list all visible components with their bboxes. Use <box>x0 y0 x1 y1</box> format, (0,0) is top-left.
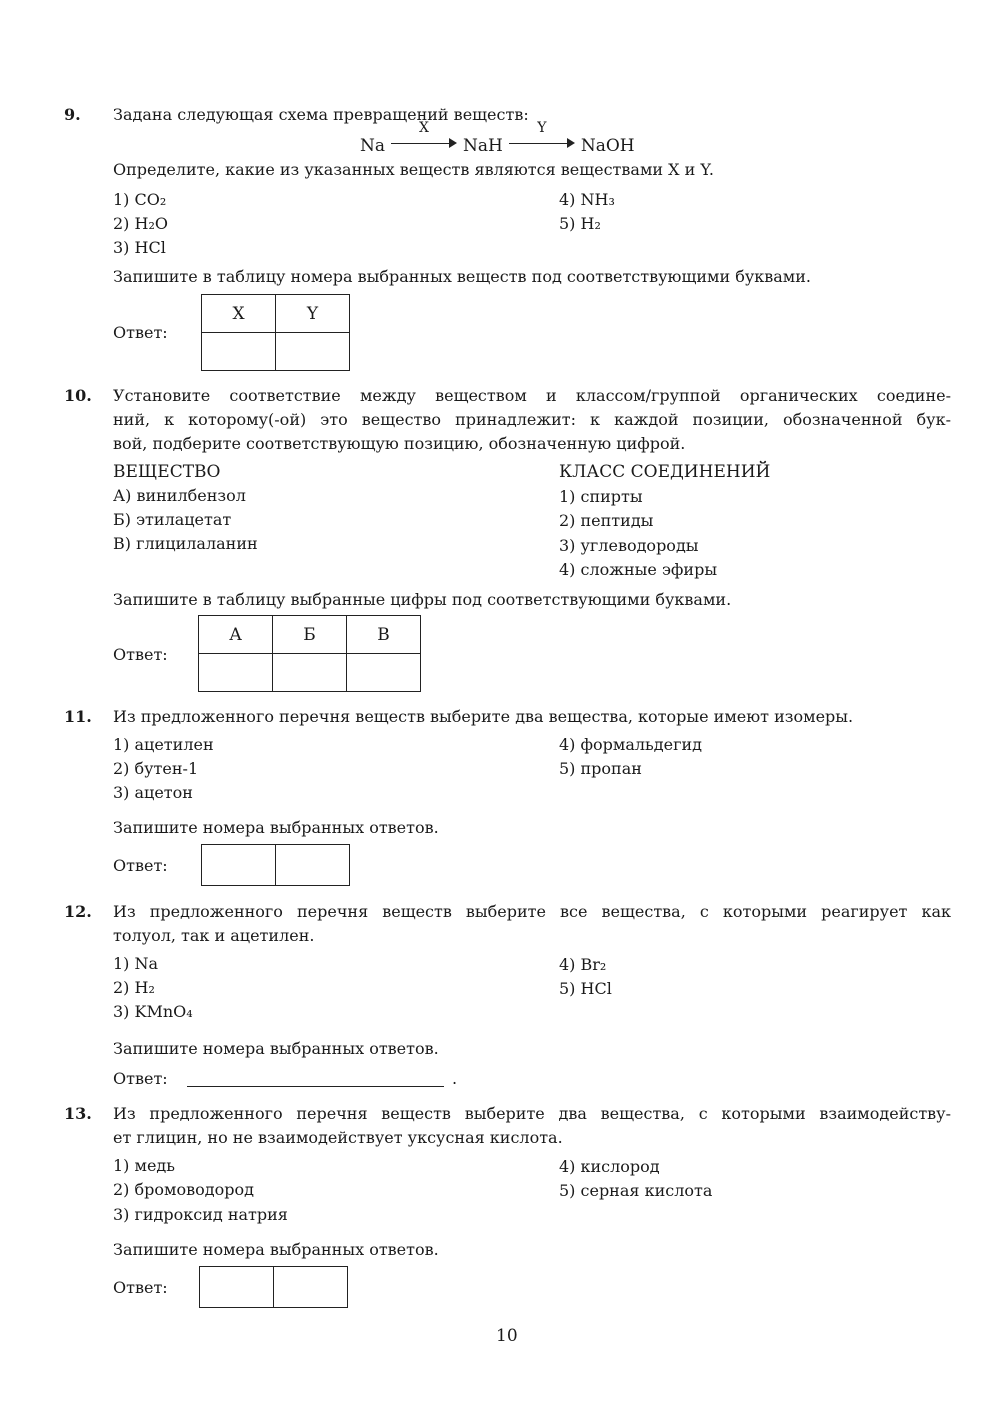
q12-answer-period: . <box>452 1069 458 1088</box>
q11-option-2: 2) бутен-1 <box>113 759 199 778</box>
q10-text-line-1: Установите соответствие между веществом и классом/группой органических соедине- <box>113 386 951 405</box>
q10-text-line-2: ний, к которому(-ой) это вещество принадлежит: к каждой позиции, обозначенной бук- <box>113 410 951 429</box>
q9-answer-table <box>201 294 350 371</box>
q13-answer-table <box>199 1266 348 1308</box>
q9-answer-cell-x[interactable] <box>202 333 276 371</box>
scheme-na: Na <box>360 136 386 156</box>
arrow-x-icon: X <box>391 131 457 151</box>
q10-item-b: Б) этилацетат <box>113 510 232 529</box>
q9-option-5: 5) H₂ <box>559 214 601 233</box>
q10-item-a: А) винилбензол <box>113 486 246 505</box>
q10-item-v: В) глицилаланин <box>113 534 258 553</box>
q10-answer-label: Ответ: <box>113 645 168 664</box>
q10-number: 10. <box>64 386 92 405</box>
q13-instruction: Запишите номера выбранных ответов. <box>113 1240 439 1259</box>
q10-header-v: В <box>347 616 421 654</box>
q13-number: 13. <box>64 1104 92 1123</box>
q12-option-2: 2) H₂ <box>113 978 155 997</box>
q13-option-5: 5) серная кислота <box>559 1181 713 1200</box>
q9-scheme <box>360 120 635 156</box>
q13-answer-cell-1[interactable] <box>200 1267 274 1308</box>
q10-text-line-3: вой, подберите соответствующую позицию, обозначенную цифрой. <box>113 434 686 453</box>
q13-option-2: 2) бромоводород <box>113 1180 254 1199</box>
q10-answer-cell-a[interactable] <box>199 654 273 692</box>
q13-option-1: 1) медь <box>113 1156 175 1175</box>
q10-class-3: 3) углеводороды <box>559 536 699 555</box>
q12-number: 12. <box>64 902 92 921</box>
q12-text-line-2: толуол, так и ацетилен. <box>113 926 315 945</box>
q10-left-header: ВЕЩЕСТВО <box>113 462 221 482</box>
q12-option-1: 1) Na <box>113 954 159 973</box>
q9-instruction: Запишите в таблицу номера выбранных веществ под соответствующими буквами. <box>113 267 811 286</box>
q11-answer-table <box>201 844 350 886</box>
q10-class-2: 2) пептиды <box>559 511 654 530</box>
page-number: 10 <box>496 1326 518 1346</box>
q11-instruction: Запишите номера выбранных ответов. <box>113 818 439 837</box>
q9-number: 9. <box>64 105 81 124</box>
q12-instruction: Запишите номера выбранных ответов. <box>113 1039 439 1058</box>
q10-header-a: А <box>199 616 273 654</box>
q11-option-1: 1) ацетилен <box>113 735 214 754</box>
q10-instruction: Запишите в таблицу выбранные цифры под соответствующими буквами. <box>113 590 732 609</box>
q9-option-4: 4) NH₃ <box>559 190 615 209</box>
q12-option-3: 3) KMnO₄ <box>113 1002 193 1021</box>
q9-option-3: 3) HCl <box>113 238 166 257</box>
q11-answer-cell-1[interactable] <box>202 845 276 886</box>
q11-option-5: 5) пропан <box>559 759 642 778</box>
q13-answer-label: Ответ: <box>113 1278 168 1297</box>
q10-header-b: Б <box>273 616 347 654</box>
q11-option-3: 3) ацетон <box>113 783 193 802</box>
q9-question: Определите, какие из указанных веществ являются веществами X и Y. <box>113 160 714 179</box>
q9-answer-label: Ответ: <box>113 323 168 342</box>
q10-answer-cell-v[interactable] <box>347 654 421 692</box>
q10-class-1: 1) спирты <box>559 487 643 506</box>
q12-text-line-1: Из предложенного перечня веществ выберите все вещества, с которыми реагирует как <box>113 902 951 921</box>
q11-number: 11. <box>64 707 92 726</box>
q11-answer-label: Ответ: <box>113 856 168 875</box>
q13-text-line-1: Из предложенного перечня веществ выберите два вещества, с которыми взаимодейству- <box>113 1104 951 1123</box>
q10-right-header: КЛАСС СОЕДИНЕНИЙ <box>559 462 771 482</box>
q9-option-1: 1) CO₂ <box>113 190 167 209</box>
q13-option-4: 4) кислород <box>559 1157 660 1176</box>
q11-prompt: Из предложенного перечня веществ выберите два вещества, которые имеют изомеры. <box>113 707 854 726</box>
q10-answer-cell-b[interactable] <box>273 654 347 692</box>
q9-answer-cell-y[interactable] <box>276 333 350 371</box>
q9-header-x: X <box>202 295 276 333</box>
q9-header-y: Y <box>276 295 350 333</box>
q9-option-2: 2) H₂O <box>113 214 168 233</box>
q12-option-4: 4) Br₂ <box>559 955 607 974</box>
scheme-naoh: NaOH <box>580 136 635 156</box>
q12-option-5: 5) HCl <box>559 979 612 998</box>
arrow-y-icon: Y <box>509 131 575 151</box>
q12-answer-label: Ответ: <box>113 1069 168 1088</box>
q13-option-3: 3) гидроксид натрия <box>113 1205 288 1224</box>
q10-class-4: 4) сложные эфиры <box>559 560 718 579</box>
q11-answer-cell-2[interactable] <box>276 845 350 886</box>
scheme-nah: NaH <box>463 136 503 156</box>
q9-prompt: Задана следующая схема превращений веществ: <box>113 105 529 124</box>
q12-answer-line[interactable] <box>187 1086 444 1087</box>
q13-text-line-2: ет глицин, но не взаимодействует уксусная кислота. <box>113 1128 563 1147</box>
q13-answer-cell-2[interactable] <box>274 1267 348 1308</box>
q10-answer-table <box>198 615 421 692</box>
q11-option-4: 4) формальдегид <box>559 735 702 754</box>
